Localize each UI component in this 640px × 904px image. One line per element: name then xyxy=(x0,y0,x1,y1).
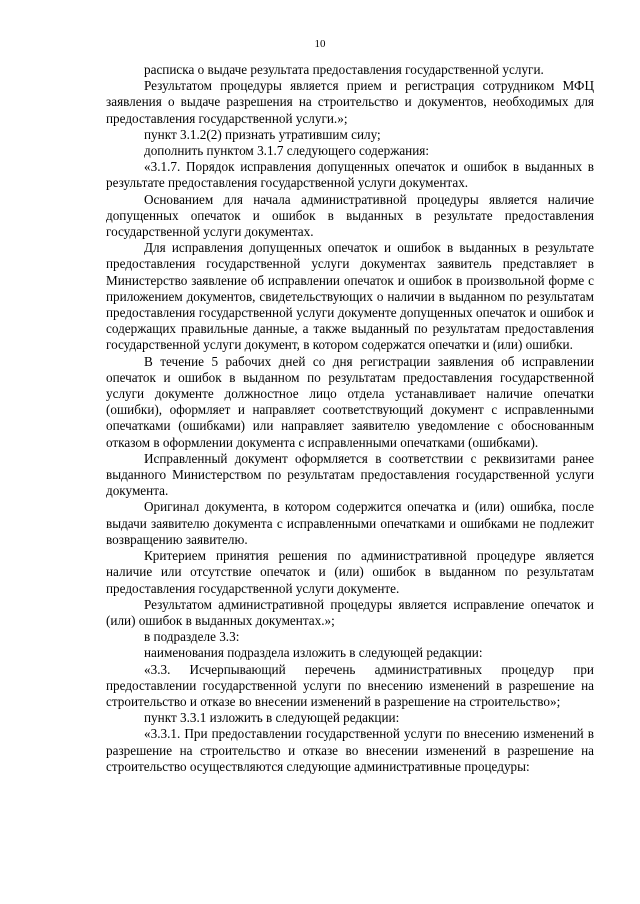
paragraph: пункт 3.3.1 изложить в следующей редакции: xyxy=(144,710,400,726)
paragraph: в подразделе 3.3: xyxy=(144,629,240,645)
paragraph: Результатом процедуры является прием и регистрация сотрудником МФЦ заявления о выдаче разрешения на строительство и документов, необходимых для предоставления государственной услуги.»; xyxy=(106,78,594,126)
paragraph: В течение 5 рабочих дней со дня регистрации заявления об исправлении опечаток и ошибок в выданном по результатам предоставления государственной услуги документе должностное лицо отдела устанавливает наличие опечатки (ошибки), оформляет и направляет соответствующий документ с исправленными опечатками (ошибками) или направляет заявителю уведомление с обоснованным отказом в оформлении документа с исправленными опечатками (ошибками). xyxy=(106,353,594,450)
paragraph: «3.3. Исчерпывающий перечень административных процедур при предоставлении государственной услуги по внесению изменений в разрешение на строительство и отказе во внесении изменений в разрешение на строительство»; xyxy=(106,661,594,709)
paragraph: «3.3.1. При предоставлении государственной услуги по внесению изменений в разрешение на строительство и отказе во внесении изменений в разрешение на строительство осуществляются следующие административные процедуры: xyxy=(106,726,594,774)
paragraph: дополнить пунктом 3.1.7 следующего содержания: xyxy=(144,143,430,159)
paragraph: расписка о выдаче результата предоставления государственной услуги. xyxy=(144,62,544,77)
paragraph: Основанием для начала административной процедуры является наличие допущенных опечаток и ошибок в выданных в результате предоставления государственной услуги документах. xyxy=(106,191,594,240)
paragraph: Критерием принятия решения по административной процедуре является наличие или отсутствие опечаток и (или) ошибок в выданном по результатам предоставления государственной услуги документе. xyxy=(106,548,594,596)
paragraph: «3.1.7. Порядок исправления допущенных опечаток и ошибок в выданных в результате предоставления государственной услуги документах. xyxy=(106,159,594,191)
paragraph: Результатом административной процедуры является исправление опечаток и (или) ошибок в выданных документах.»; xyxy=(106,596,594,628)
document-body xyxy=(106,62,594,775)
paragraph: Исправленный документ оформляется в соответствии с реквизитами ранее выданного Министерством по результатам предоставления государственной услуги документа. xyxy=(106,450,594,499)
paragraph: Оригинал документа, в котором содержится опечатка и (или) ошибка, после выдачи заявителю документа с исправленными опечатками и ошибками не подлежит возвращению заявителю. xyxy=(106,499,594,547)
paragraph: пункт 3.1.2(2) признать утратившим силу; xyxy=(144,126,381,142)
page-number: 10 xyxy=(314,38,326,50)
paragraph: Для исправления допущенных опечаток и ошибок в выданных в результате предоставления государственной услуги документах заявитель представляет в Министерство заявление об исправлении опечаток и ошибок в произвольной форме с приложением документов, свидетельствующих о наличии в выданном по результатам предоставления государственной услуги документе допущенных опечаток и ошибок и содержащих правильные данные, а также выданный по результатам предоставления государственной услуги документ, в котором содержатся опечатки и (или) ошибки. xyxy=(106,240,594,353)
paragraph: наименования подраздела изложить в следующей редакции: xyxy=(144,645,483,661)
